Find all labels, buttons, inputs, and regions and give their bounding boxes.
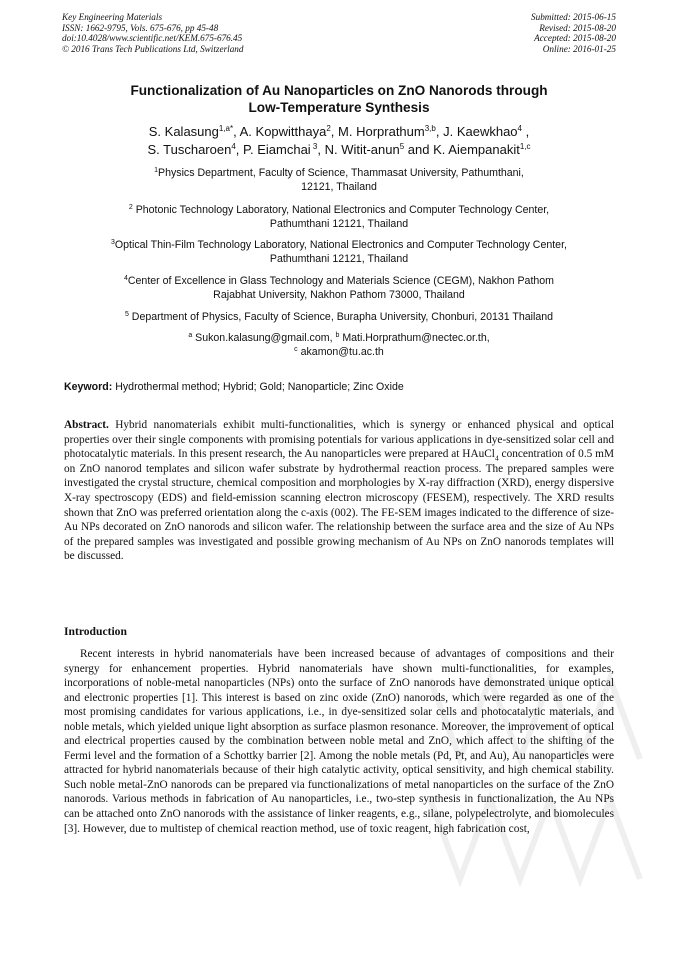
affiliation-2: $^2$ Photonic Technology Laboratory, National Electronics and Computer Technology Center, Pathumthani 12121, Thailand [128, 204, 550, 230]
author-name: N. Witit-anun [324, 142, 400, 157]
author-line-2: S. Tuscharoen$^4$, P. Eiamchai $^3$, N. Witit-anun$^5$ and K. Aiempanakit$^{1,c}$ [147, 142, 531, 157]
introduction-body: Recent interests in hybrid nanomaterials have been increased because of advantages of compositions and their synergy for enhancement properties. Hybrid nanomaterials have shown multi-functionalities, for examples, incorporations of noble-metal nanoparticles (NPs) onto the surface of ZnO nanorods have demonstrated unique optical and electronic properties [1]. This interest is based on zinc oxide (ZnO) nanorods, which were regarded as one of the most promising candidates for various applications, i.e., in dye-sensitized solar cells and photocatalytic materials, and noble metals, which yielded unique light absorption as surface plasmon resonance. Moreover, the improvement of optical and electrical properties caused by the combination between noble metal and ZnO, which affect to the shifting of the Fermi level and the formation of a Schottky barrier [2]. Among the noble metals (Pd, Pt, and Au), Au nanoparticles were attracted for hybrid nanomaterials because of their high catalytic activity, optical sensitivity, and high chemical stability. Such noble metal-ZnO nanorods can be prepared via functionalizations of metal nanoparticles on the surface of the ZnO nanorods. Various methods in fabrication of Au nanoparticles, i.e., two-step synthesis in functionalization, the Au NPs can be attached onto ZnO nanorods with the assistance of linker reagents, e.g., silane, polypelectrolyte, and biomolecules [3]. However, due to multistep of chemical reaction method, use of toxic reagent, high fabrication cost, [64, 648, 614, 835]
date-accepted: Accepted: 2015-08-20 [534, 33, 616, 44]
keyword-label: Keyword: [64, 381, 113, 393]
title-line-2: Low-Temperature Synthesis [248, 100, 430, 115]
abstract-label: Abstract. [64, 419, 109, 431]
author-affil: 5 [399, 142, 405, 151]
affiliation-3: $^3$Optical Thin-Film Technology Laboratory, National Electronics and Computer Technology Center, Pathumthani 12121, Thailand [111, 239, 567, 265]
affiliation-1: $^1$Physics Department, Faculty of Science, Thammasat University, Pathumthani, 12121, Thailand [154, 167, 524, 193]
journal-doi: doi:10.4028/www.scientific.net/KEM.675-676.45 [62, 33, 243, 44]
author-affil: 3 [310, 142, 318, 151]
author-line-1: S. Kalasung$^{1,a*}$, A. Kopwitthaya$^2$, M. Horprathum$^{3,b}$, J. Kaewkhao$^4$ , [148, 124, 530, 139]
author-name: M. Horprathum [338, 124, 425, 139]
author-affil: 1,a* [218, 124, 234, 133]
author-name: J. Kaewkhao [443, 124, 518, 139]
author-list [40, 123, 638, 159]
section-heading-introduction: Introduction [64, 625, 127, 638]
author-emails: $^a$ Sukon.kalasung@gmail.com, $^b$ Mati.Horprathum@nectec.or.th, $^c$ akamon@tu.ac.th [188, 332, 490, 358]
date-submitted: Submitted: 2015-06-15 [531, 12, 616, 22]
author-name: K. Aiempanakit [433, 142, 520, 157]
author-name: A. Kopwitthaya [239, 124, 327, 139]
author-affil: 4 [231, 142, 236, 151]
date-revised: Revised: 2015-08-20 [539, 22, 616, 33]
keyword-text: Hydrothermal method; Hybrid; Gold; Nanoparticle; Zinc Oxide [112, 381, 404, 393]
email-b[interactable]: Mati.Horprathum@nectec.or.th, [339, 332, 490, 344]
date-online: Online: 2016-01-25 [542, 43, 616, 54]
author-name: S. Tuscharoen [147, 142, 232, 157]
email-a[interactable]: Sukon.kalasung@gmail.com, [192, 332, 336, 344]
keywords [64, 381, 624, 394]
author-affil: 3,b [424, 124, 436, 133]
journal-name: Key Engineering Materials [62, 12, 163, 22]
email-c[interactable]: akamon@tu.ac.th [297, 345, 384, 358]
author-name: S. Kalasung [148, 124, 219, 139]
author-affil: 4 [517, 124, 522, 133]
submission-dates [531, 12, 616, 54]
paper-title [40, 82, 638, 116]
journal-info [62, 12, 243, 54]
affiliation-5: $^5$ Department of Physics, Faculty of Science, Burapha University, Chonburi, 20131 Thailand [124, 311, 554, 323]
author-name: P. Eiamchai [243, 142, 311, 157]
title-line-1: Functionalization of Au Nanoparticles on ZnO Nanorods through [130, 83, 548, 98]
journal-issn: ISSN: 1662-9795, Vols. 675-676, pp 45-48 [62, 22, 219, 33]
affiliation-4: $^4$Center of Excellence in Glass Technology and Materials Science (CEGM), Nakhon Pathom Rajabhat University, Nakhon Pathom 73000, Thailand [123, 275, 554, 301]
author-affil: 2 [326, 124, 331, 133]
author-affil: 1,c [519, 142, 531, 151]
abstract: Abstract. Hybrid nanomaterials exhibit multi-functionalities, which is synergy or enhanced physical and optical properties over their single components with promising potentials for various applications in dye-sensitized solar cell and photocatalytic materials. In this present research, the Au nanoparticles were prepared at HAuCl$_4$ concentration of 0.5 mM on ZnO nanorod templates and silicon wafer substrate by hydrothermal reaction process. The prepared samples were investigated the crystal structure, chemical composition and morphologies by X-ray diffraction (XRD), energy dispersive X-ray spectroscopy (EDS) and field-emission scanning electron microscopy (FESEM), respectively. The XRD results shown that ZnO was preferred orientation along the c-axis (002). The FE-SEM images indicated to the difference of size-Au NPs decorated on ZnO nanorods and silicon wafer. The relationship between the surface area and the size of Au NPs of the prepared samples was investigated and possible growing mechanism of Au NPs on ZnO nanorods templates will be discussed. [64, 419, 615, 563]
journal-copyright: © 2016 Trans Tech Publications Ltd, Switzerland [62, 43, 244, 54]
